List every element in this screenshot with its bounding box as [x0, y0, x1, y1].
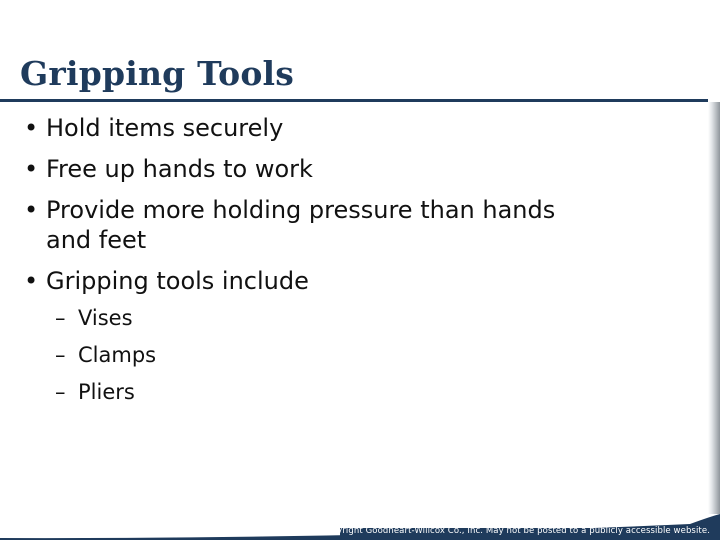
sub-bullet-marker: – — [55, 380, 66, 404]
bullet-text: Gripping tools include — [46, 267, 309, 295]
sub-bullet-text: Pliers — [78, 380, 135, 404]
bullet-marker: • — [24, 114, 39, 142]
copyright-notice: Copyright Goodheart-Willcox Co., Inc. May not be posted to a publicly accessible website. — [320, 526, 710, 536]
sub-bullet-item — [55, 305, 156, 331]
bullet-marker: • — [24, 155, 39, 183]
bullet-marker: • — [24, 196, 39, 224]
sub-bullet-marker: – — [55, 343, 66, 367]
bullet-text: Free up hands to work — [46, 155, 313, 183]
bullet-marker: • — [24, 267, 39, 295]
bullet-item — [22, 195, 606, 255]
sub-bullet-text: Vises — [78, 306, 133, 330]
bullet-list — [22, 113, 662, 307]
slide-title: Gripping Tools — [20, 54, 295, 93]
sub-bullet-marker: – — [55, 306, 66, 330]
right-edge-shadow — [708, 102, 720, 514]
title-divider — [0, 99, 708, 102]
sub-bullet-item — [55, 342, 156, 368]
sub-bullet-text: Clamps — [78, 343, 157, 367]
sub-bullet-list — [55, 305, 156, 416]
bullet-item — [22, 266, 662, 296]
bullet-item — [22, 113, 662, 143]
bullet-item — [22, 154, 662, 184]
bullet-text: Provide more holding pressure than hands and feet — [46, 196, 556, 254]
sub-bullet-item — [55, 379, 156, 405]
bullet-text: Hold items securely — [46, 114, 284, 142]
